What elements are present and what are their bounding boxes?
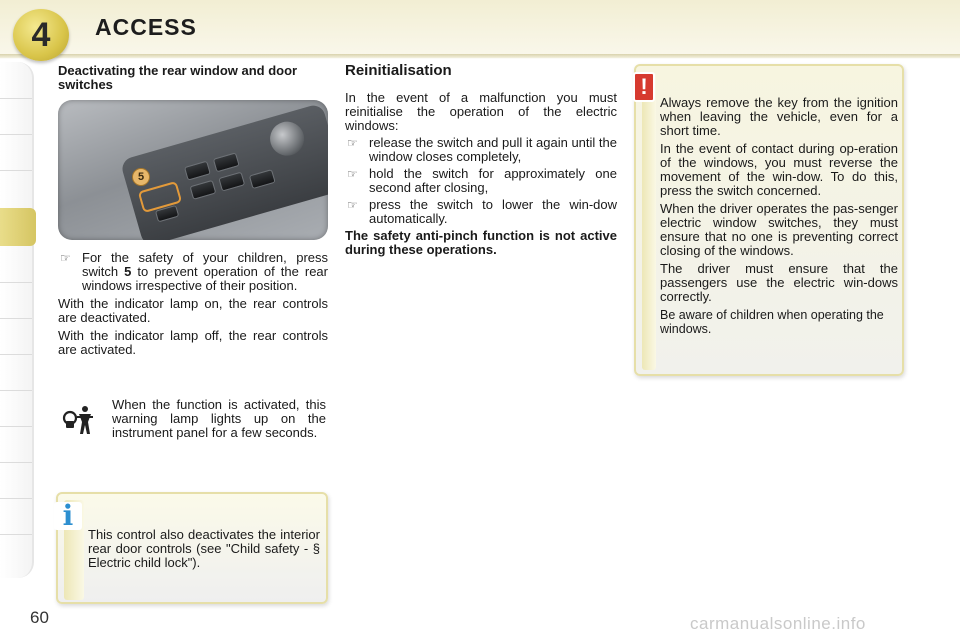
reinit-step-text: release the switch and pull it again until the window closes completely, bbox=[369, 135, 617, 164]
side-tab-divider bbox=[0, 390, 32, 391]
info-icon: i bbox=[54, 502, 82, 530]
pointing-hand-icon: ☞ bbox=[347, 198, 358, 212]
reinit-step-text: hold the switch for approximately one second after closing, bbox=[369, 166, 617, 195]
pointing-hand-icon: ☞ bbox=[347, 136, 358, 150]
section-heading-reinitialisation: Reinitialisation bbox=[345, 62, 452, 79]
side-tab-divider bbox=[0, 134, 32, 135]
reinit-intro: In the event of a malfunction you must reinitialise the operation of the electric windows: bbox=[345, 90, 617, 133]
section-heading-deactivating: Deactivating the rear window and door switches bbox=[58, 63, 298, 92]
page-number: 60 bbox=[30, 608, 49, 627]
child-lock-warning-lamp-icon bbox=[60, 404, 98, 436]
warning-box bbox=[634, 64, 904, 376]
info-box bbox=[56, 492, 328, 604]
lamp-on-text: With the indicator lamp on, the rear controls are deactivated. bbox=[58, 296, 328, 325]
switch-reference: 5 bbox=[124, 264, 132, 279]
side-tab-divider bbox=[0, 426, 32, 427]
chapter-side-tabs bbox=[0, 62, 34, 578]
window-switch bbox=[249, 169, 276, 189]
watermark: carmanualsonline.info bbox=[690, 614, 866, 633]
left-column bbox=[58, 64, 328, 92]
bullet-child-safety bbox=[58, 251, 328, 293]
bullet-text-pre: For the safety of your children, press switch bbox=[82, 250, 328, 279]
side-tab-divider bbox=[0, 462, 32, 463]
warning-paragraph: When the driver operates the pas-senger electric window switches, they must ensure that no one is preventing correct closing of the windows. bbox=[660, 201, 898, 258]
side-tab-divider bbox=[0, 98, 32, 99]
switch-panel bbox=[120, 103, 328, 240]
exclamation-warning-icon: ! bbox=[633, 72, 655, 102]
window-switch bbox=[218, 172, 245, 192]
left-text-block bbox=[58, 251, 328, 357]
warning-paragraph: In the event of contact during op-eration of the windows, you must reverse the movement of the win-dow. To do this, press the switch concerned. bbox=[660, 141, 898, 198]
middle-column bbox=[345, 62, 617, 257]
pointing-hand-icon: ☞ bbox=[347, 167, 358, 181]
side-tab-track bbox=[0, 62, 34, 578]
window-switch bbox=[213, 152, 240, 172]
chapter-number-badge: 4 bbox=[13, 9, 69, 61]
warning-strip bbox=[642, 72, 656, 370]
reinit-step bbox=[345, 167, 617, 195]
reinit-step bbox=[345, 198, 617, 226]
side-tab-divider bbox=[0, 170, 32, 171]
side-tab-divider bbox=[0, 534, 32, 535]
side-tab-divider bbox=[0, 498, 32, 499]
mirror-knob bbox=[266, 118, 308, 160]
warning-paragraph: Always remove the key from the ignition when leaving the vehicle, even for a short time. bbox=[660, 95, 898, 138]
reinit-step bbox=[345, 136, 617, 164]
door-switch-photo bbox=[58, 100, 328, 240]
warning-text bbox=[660, 96, 898, 340]
chapter-title: ACCESS bbox=[95, 14, 197, 40]
window-switch bbox=[184, 161, 211, 181]
side-tab-divider bbox=[0, 318, 32, 319]
warning-paragraph: The driver must ensure that the passengers use the electric win-dows correctly. bbox=[660, 261, 898, 304]
lamp-off-text: With the indicator lamp off, the rear controls are activated. bbox=[58, 328, 328, 357]
bullet-text-post: to prevent operation of the rear windows irrespective of their position. bbox=[82, 264, 328, 293]
callout-number: 5 bbox=[132, 168, 150, 186]
info-text: This control also deactivates the interior rear door controls (see "Child safety - § Electric child lock"). bbox=[88, 527, 320, 570]
window-switch bbox=[189, 180, 216, 200]
reinit-step-text: press the switch to lower the win-dow automatically. bbox=[369, 197, 617, 226]
side-tab-active bbox=[0, 208, 36, 246]
pointing-hand-icon: ☞ bbox=[60, 251, 71, 265]
header-shadow bbox=[0, 54, 960, 59]
side-tab-divider bbox=[0, 282, 32, 283]
side-tab-divider bbox=[0, 354, 32, 355]
anti-pinch-note: The safety anti-pinch function is not active during these operations. bbox=[345, 228, 617, 257]
warning-paragraph: Be aware of children when operating the windows. bbox=[660, 308, 884, 336]
warning-lamp-text: When the function is activated, this warning lamp lights up on the instrument panel for a few seconds. bbox=[112, 397, 326, 440]
